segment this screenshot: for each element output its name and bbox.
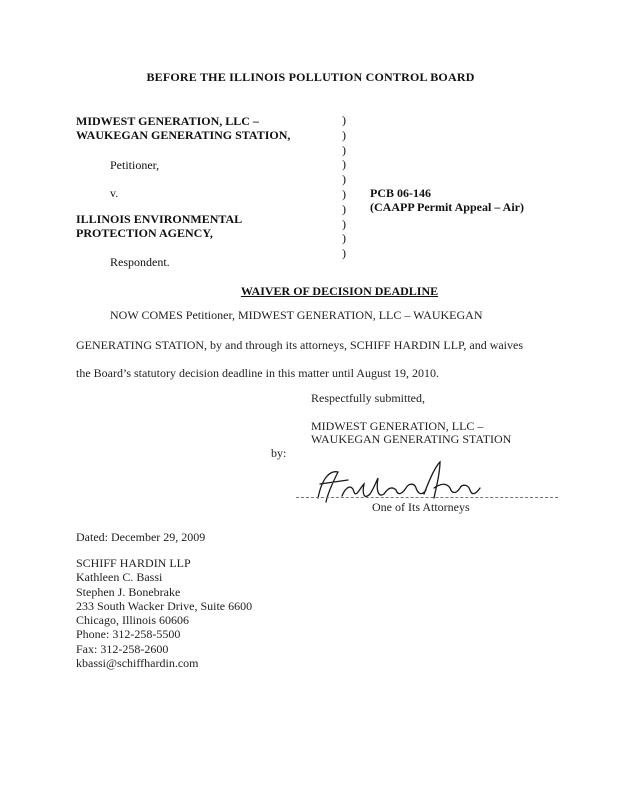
firm-city: Chicago, Illinois 60606 xyxy=(76,613,189,628)
paren-mark: ) xyxy=(342,172,346,187)
body-line-3: the Board’s statutory decision deadline in this matter until August 19, 2010. xyxy=(76,366,439,380)
paren-mark: ) xyxy=(342,231,346,246)
firm-fax: Fax: 312-258-2600 xyxy=(76,641,169,656)
closing-line: Respectfully submitted, xyxy=(311,391,425,405)
petitioner-name-line2: WAUKEGAN GENERATING STATION, xyxy=(76,128,291,142)
respondent-name-line2: PROTECTION AGENCY, xyxy=(76,226,213,240)
by-label: by: xyxy=(271,446,287,460)
paren-mark: ) xyxy=(342,127,346,142)
firm-phone: Phone: 312-258-5500 xyxy=(76,627,181,642)
signer-role: One of Its Attorneys xyxy=(372,500,470,514)
respondent-name-line1: ILLINOIS ENVIRONMENTAL xyxy=(76,212,243,226)
petitioner-role: Petitioner, xyxy=(110,158,160,172)
document-heading: WAIVER OF DECISION DEADLINE xyxy=(240,284,439,298)
paren-mark: ) xyxy=(342,142,346,157)
signing-party-line1: MIDWEST GENERATION, LLC – xyxy=(311,419,484,433)
attorney-name: Stephen J. Bonebrake xyxy=(76,584,181,599)
paren-mark: ) xyxy=(342,113,346,127)
case-type: (CAAPP Permit Appeal – Air) xyxy=(370,200,524,214)
caption-parens xyxy=(342,113,346,261)
paren-mark: ) xyxy=(342,157,346,172)
firm-name: SCHIFF HARDIN LLP xyxy=(76,556,191,570)
attorney-name: Kathleen C. Bassi xyxy=(76,570,163,585)
body-line-1: NOW COMES Petitioner, MIDWEST GENERATION, LLC – WAUKEGAN xyxy=(110,308,483,322)
firm-contact-block xyxy=(76,556,252,670)
respondent-role: Respondent. xyxy=(110,255,170,269)
body-line-2: GENERATING STATION, by and through its attorneys, SCHIFF HARDIN LLP, and waives xyxy=(76,338,524,352)
paren-mark: ) xyxy=(342,246,346,261)
case-number: PCB 06-146 xyxy=(370,186,431,200)
paren-mark: ) xyxy=(342,186,346,201)
paren-mark: ) xyxy=(342,201,346,216)
signing-party-line2: WAUKEGAN GENERATING STATION xyxy=(311,432,512,446)
date-line: Dated: December 29, 2009 xyxy=(76,530,206,544)
paren-mark: ) xyxy=(342,216,346,231)
firm-email: kbassi@schiffhardin.com xyxy=(76,656,199,671)
signature-line xyxy=(296,497,558,498)
versus-label: v. xyxy=(110,186,119,200)
board-title: BEFORE THE ILLINOIS POLLUTION CONTROL BOARD xyxy=(146,70,475,84)
petitioner-name-line1: MIDWEST GENERATION, LLC – xyxy=(76,114,259,128)
firm-street: 233 South Wacker Drive, Suite 6600 xyxy=(76,598,253,613)
